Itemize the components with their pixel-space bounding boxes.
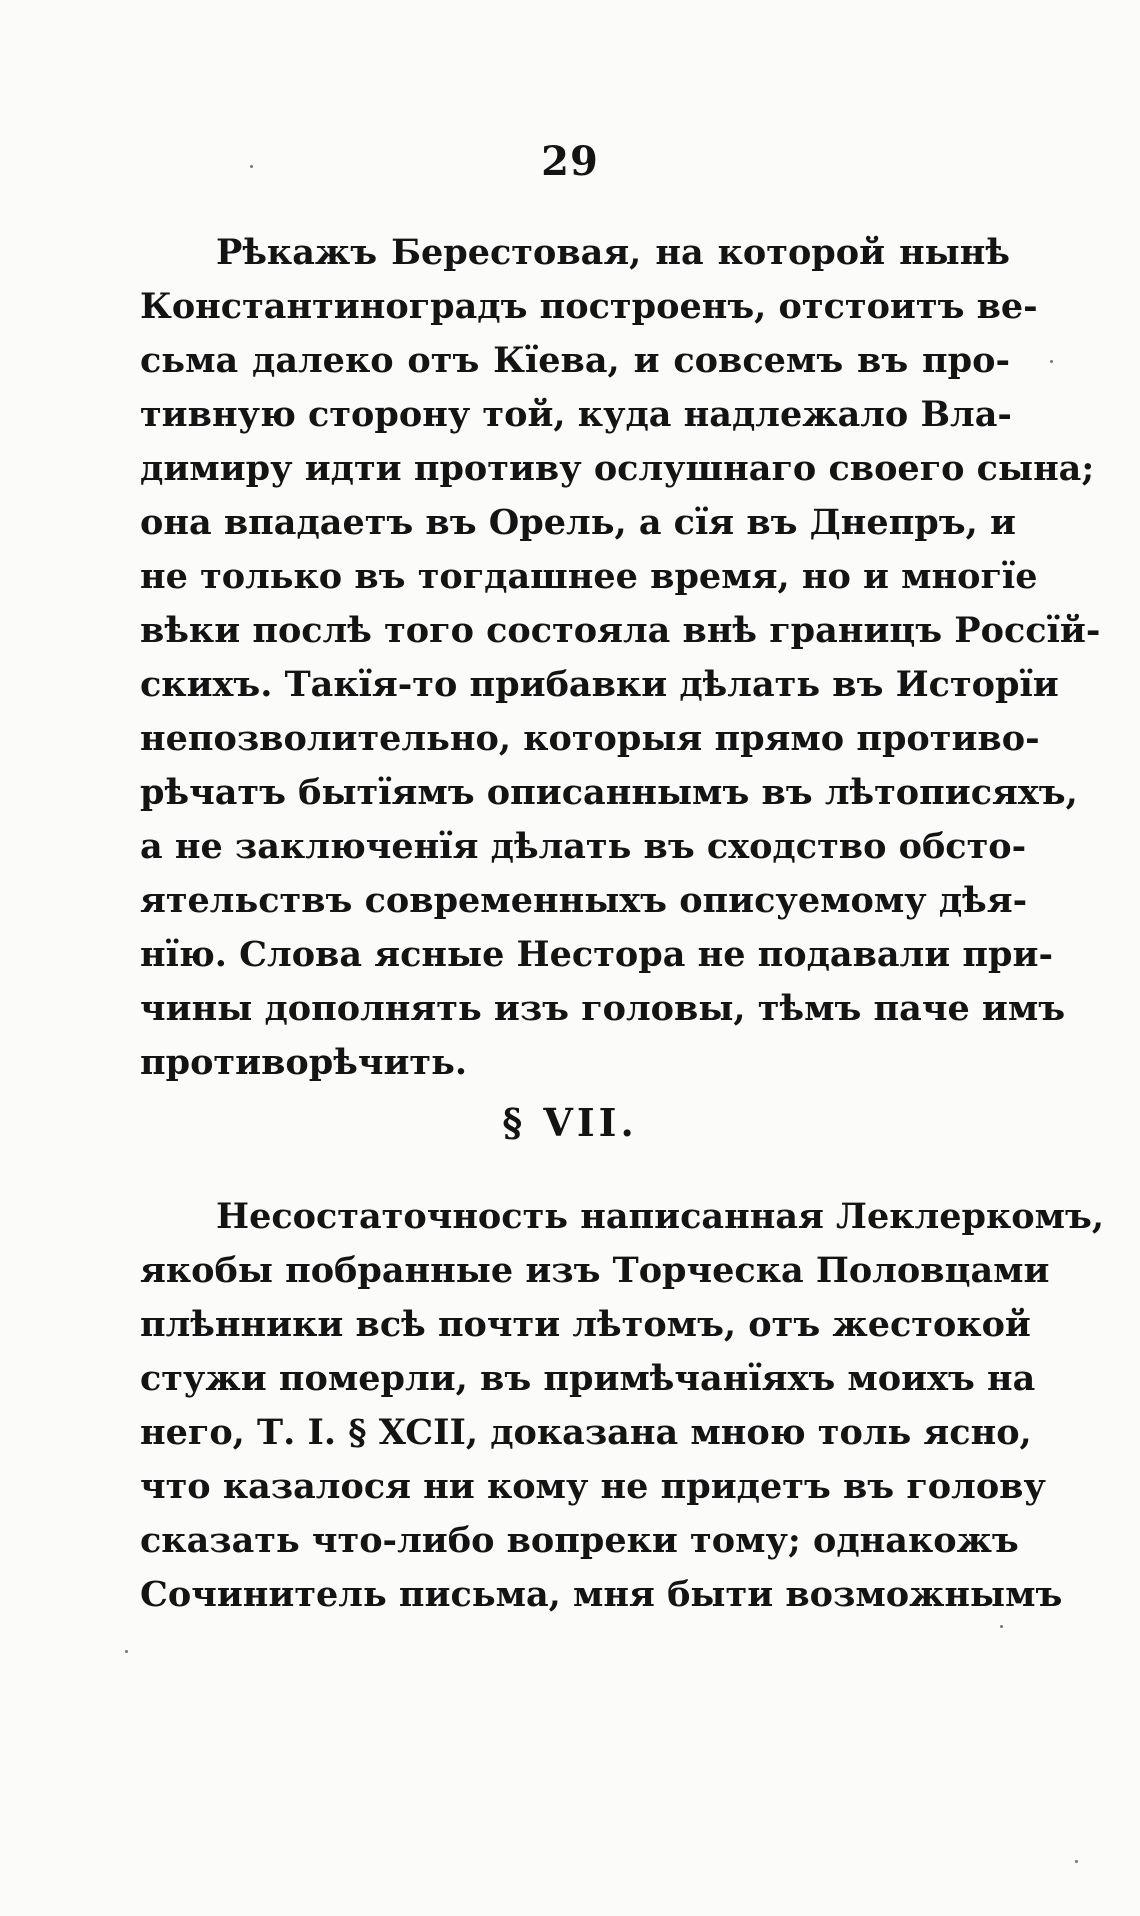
text-line: тивную сторону той, куда надлежало Вла- <box>140 394 1012 435</box>
text-line: сьма далеко отъ Кїева, и совсемъ въ про- <box>140 340 1010 381</box>
page-number: 29 <box>541 138 599 185</box>
text-line: Несостаточность написанная Леклеркомъ, <box>216 1196 1105 1237</box>
text-line: плѣнники всѣ почти лѣтомъ, отъ жестокой <box>140 1304 1031 1345</box>
text-line: ятельствъ современныхъ описуемому дѣя- <box>140 880 1028 921</box>
text-line: Константиноградъ построенъ, отстоитъ ве- <box>140 286 1038 327</box>
ink-speck <box>1050 360 1053 363</box>
section-heading: § VII. <box>502 1100 638 1145</box>
text-line: вѣки послѣ того состояла внѣ границъ Россїй- <box>140 610 1101 651</box>
text-line: не только въ тогдашнее время, но и многїе <box>140 556 1038 597</box>
text-line: якобы побранные изъ Торческа Половцами <box>140 1250 1050 1291</box>
text-line: рѣчатъ бытїямъ описаннымъ въ лѣтописяхъ, <box>140 772 1078 813</box>
text-line: Сочинитель письма, мня быти возможнымъ <box>140 1574 1063 1615</box>
text-line: нїю. Слова ясные Нестора не подавали при- <box>140 934 1054 975</box>
ink-speck <box>125 1650 128 1653</box>
text-line: она впадаетъ въ Орель, а сїя въ Днепръ, и <box>140 502 1016 543</box>
paragraph-1 <box>140 226 1101 1090</box>
text-line: противорѣчить. <box>140 1042 468 1083</box>
ink-speck <box>250 165 253 168</box>
text-line: стужи померли, въ примѣчанїяхъ моихъ на <box>140 1358 1036 1399</box>
text-line: а не заключенїя дѣлать въ сходство обсто- <box>140 826 1027 867</box>
text-line: скихъ. Такїя-то прибавки дѣлать въ Исторїи <box>140 664 1059 705</box>
text-line: димиру идти противу ослушнаго своего сына; <box>140 448 1095 489</box>
text-line: чины дополнять изъ головы, тѣмъ паче имъ <box>140 988 1066 1029</box>
ink-speck <box>1075 1860 1078 1863</box>
text-line: непозволительно, которыя прямо противо- <box>140 718 1040 759</box>
text-line: что казалося ни кому не придетъ въ голову <box>140 1466 1046 1507</box>
text-line: него, Т. I. § XCII, доказана мною толь ясно, <box>140 1412 1032 1453</box>
text-line: Рѣкажъ Берестовая, на которой нынѣ <box>216 232 1010 273</box>
paragraph-2 <box>140 1190 1105 1622</box>
ink-speck <box>1000 1625 1003 1628</box>
text-line: сказать что-либо вопреки тому; однакожъ <box>140 1520 1019 1561</box>
